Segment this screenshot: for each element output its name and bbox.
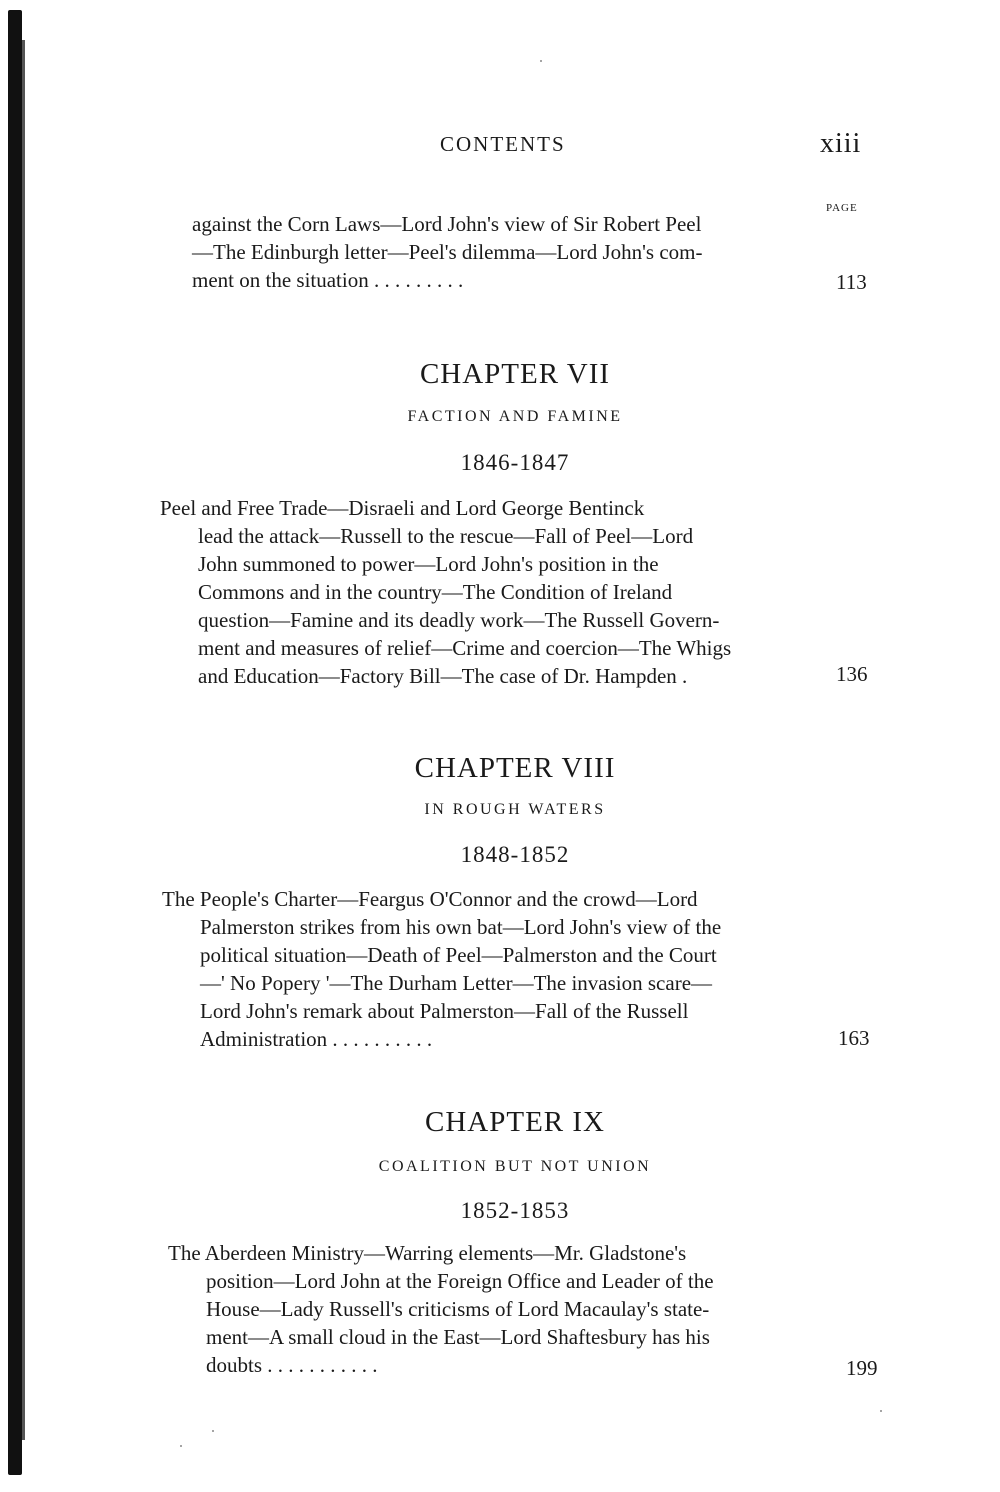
chapter-years: 1848-1852	[460, 842, 570, 867]
chapter-subtitle: COALITION BUT NOT UNION	[378, 1158, 652, 1175]
summary-line: Commons and in the country—The Condition of Ireland	[198, 580, 673, 604]
chapter-summary	[160, 494, 818, 690]
chapter-years: 1852-1853	[460, 1198, 570, 1223]
entry-line: ment on the situation . . . . . . . . .	[192, 268, 464, 292]
chapter-page-number: 136	[836, 662, 868, 686]
contents-entry-continued	[192, 210, 822, 294]
binding-shadow	[8, 10, 22, 1475]
summary-line: and Education—Factory Bill—The case of Dr. Hampden .	[198, 664, 688, 688]
chapter-page-number: 199	[846, 1356, 878, 1380]
summary-line: The People's Charter—Feargus O'Connor and the crowd—Lord	[162, 887, 698, 911]
summary-line: Peel and Free Trade—Disraeli and Lord George Bentinck	[160, 496, 645, 520]
summary-line: Administration . . . . . . . . . .	[200, 1027, 433, 1051]
chapter-subtitle: IN ROUGH WATERS	[424, 801, 606, 818]
entry-line: against the Corn Laws—Lord John's view of Sir Robert Peel	[192, 212, 702, 236]
chapter-page-number: 163	[838, 1026, 870, 1050]
entry-line: —The Edinburgh letter—Peel's dilemma—Lord John's com-	[192, 240, 703, 264]
summary-line: Lord John's remark about Palmerston—Fall of the Russell	[200, 999, 689, 1023]
chapter-title: CHAPTER VII	[419, 358, 611, 390]
summary-line: House—Lady Russell's criticisms of Lord Macaulay's state-	[206, 1297, 710, 1321]
summary-line: question—Famine and its deadly work—The Russell Govern-	[198, 608, 720, 632]
running-head	[0, 128, 1000, 162]
chapter-title: CHAPTER VIII	[414, 752, 616, 784]
summary-line: lead the attack—Russell to the rescue—Fall of Peel—Lord	[198, 524, 694, 548]
chapter-subtitle: FACTION AND FAMINE	[407, 408, 623, 425]
running-head-title: CONTENTS	[440, 132, 566, 156]
summary-line: John summoned to power—Lord John's position in the	[198, 552, 659, 576]
summary-line: ment—A small cloud in the East—Lord Shaftesbury has his	[206, 1325, 710, 1349]
summary-line: —' No Popery '—The Durham Letter—The invasion scare—	[200, 971, 713, 995]
summary-line: doubts . . . . . . . . . . .	[206, 1353, 378, 1377]
chapter-summary	[168, 1239, 826, 1379]
entry-page-number: 113	[836, 270, 867, 294]
summary-line: The Aberdeen Ministry—Warring elements—Mr. Gladstone's	[168, 1241, 687, 1265]
summary-line: ment and measures of relief—Crime and coercion—The Whigs	[198, 636, 732, 660]
page-column-label: PAGE	[826, 202, 858, 214]
chapter-title: CHAPTER IX	[425, 1106, 605, 1138]
page-folio: xiii	[820, 128, 862, 159]
summary-line: political situation—Death of Peel—Palmerston and the Court	[200, 943, 717, 967]
chapter-years: 1846-1847	[460, 450, 570, 475]
chapter-summary	[162, 885, 820, 1053]
summary-line: position—Lord John at the Foreign Office and Leader of the	[206, 1269, 714, 1293]
binding-edge	[22, 40, 25, 1440]
summary-line: Palmerston strikes from his own bat—Lord John's view of the	[200, 915, 722, 939]
